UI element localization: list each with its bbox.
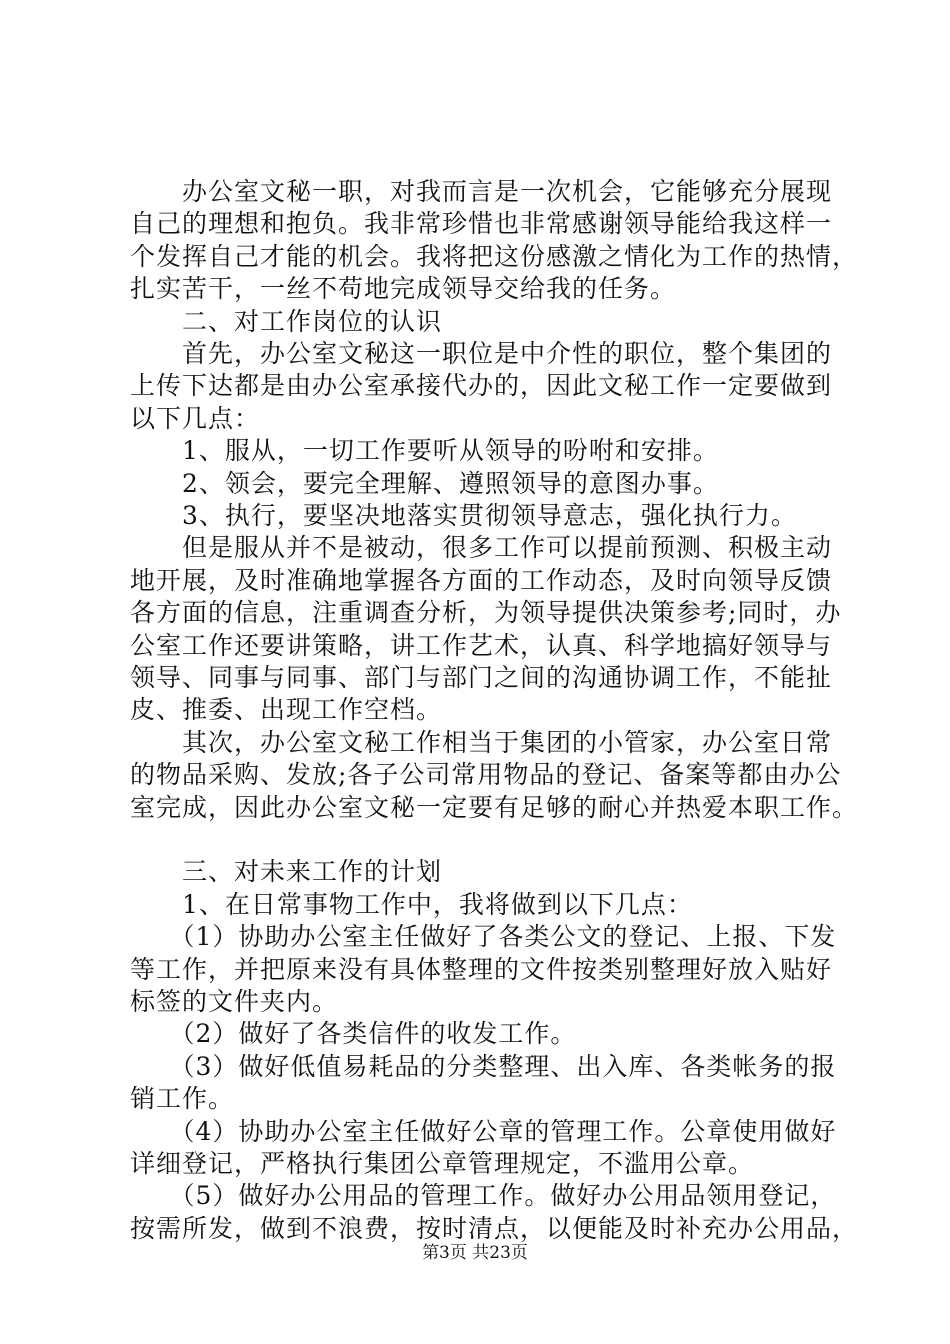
text-line: 但是服从并不是被动，很多工作可以提前预测、积极主动 [130,533,833,563]
text-line: 地开展，及时准确地掌握各方面的工作动态，及时向领导反馈 [130,565,833,595]
text-line: 个发挥自己才能的机会。我将把这份感激之情化为工作的热情， [130,241,859,271]
text-line: （1）协助办公室主任做好了各类公文的登记、上报、下发 [130,922,837,952]
text-line: 办公室文秘一职，对我而言是一次机会，它能够充分展现 [130,177,833,206]
text-line: 的物品采购、发放;各子公司常用物品的登记、备案等都由办公 [130,760,842,790]
blank-line [130,824,850,856]
text-line: 室完成，因此办公室文秘一定要有足够的耐心并热爱本职工作。 [130,792,859,822]
text-line: （5）做好办公用品的管理工作。做好办公用品领用登记， [130,1181,837,1211]
text-line: （2）做好了各类信件的收发工作。 [130,1019,577,1049]
text-line: （4）协助办公室主任做好公章的管理工作。公章使用做好 [130,1116,837,1146]
text-line: 其次，办公室文秘工作相当于集团的小管家，办公室日常 [130,727,833,757]
text-line: 详细登记，严格执行集团公章管理规定，不滥用公章。 [130,1149,755,1178]
text-line: 3、执行，要坚决地落实贯彻领导意志，强化执行力。 [130,501,797,530]
text-line: 销工作。 [130,1084,235,1114]
text-line: 二、对工作岗位的认识 [130,306,443,336]
text-line: 领导、同事与同事、部门与部门之间的沟通协调工作，不能扯 [130,663,833,692]
page-number-footer: 第3页 共23页 [422,1243,528,1263]
text-line: 1、在日常事物工作中，我将做到以下几点： [130,889,693,919]
text-line: （3）做好低值易耗品的分类整理、出入库、各类帐务的报 [130,1051,837,1081]
text-line: 以下几点： [130,403,261,433]
text-line: 上传下达都是由办公室承接代办的，因此文秘工作一定要做到 [130,371,833,401]
text-line: 各方面的信息，注重调查分析，为领导提供决策参考;同时，办 [130,598,842,628]
text-line: 按需所发，做到不浪费，按时清点，以便能及时补充办公用品， [130,1213,859,1243]
text-line: 2、领会，要完全理解、遵照领导的意图办事。 [130,468,719,498]
text-line: 首先，办公室文秘这一职位是中介性的职位，整个集团的 [130,339,833,368]
text-line: 公室工作还要讲策略，讲工作艺术，认真、科学地搞好领导与 [130,630,833,660]
text-line: 标签的文件夹内。 [130,987,339,1016]
text-line: 自己的理想和抱负。我非常珍惜也非常感谢领导能给我这样一 [130,209,833,239]
text-line: 三、对未来工作的计划 [130,857,443,887]
text-line: 扎实苦干，一丝不苟地完成领导交给我的任务。 [130,274,677,304]
text-line: 1、服从，一切工作要听从领导的吩咐和安排。 [130,436,719,466]
text-line: 等工作，并把原来没有具体整理的文件按类别整理好放入贴好 [130,954,833,984]
text-line: 皮、推委、出现工作空档。 [130,695,443,725]
